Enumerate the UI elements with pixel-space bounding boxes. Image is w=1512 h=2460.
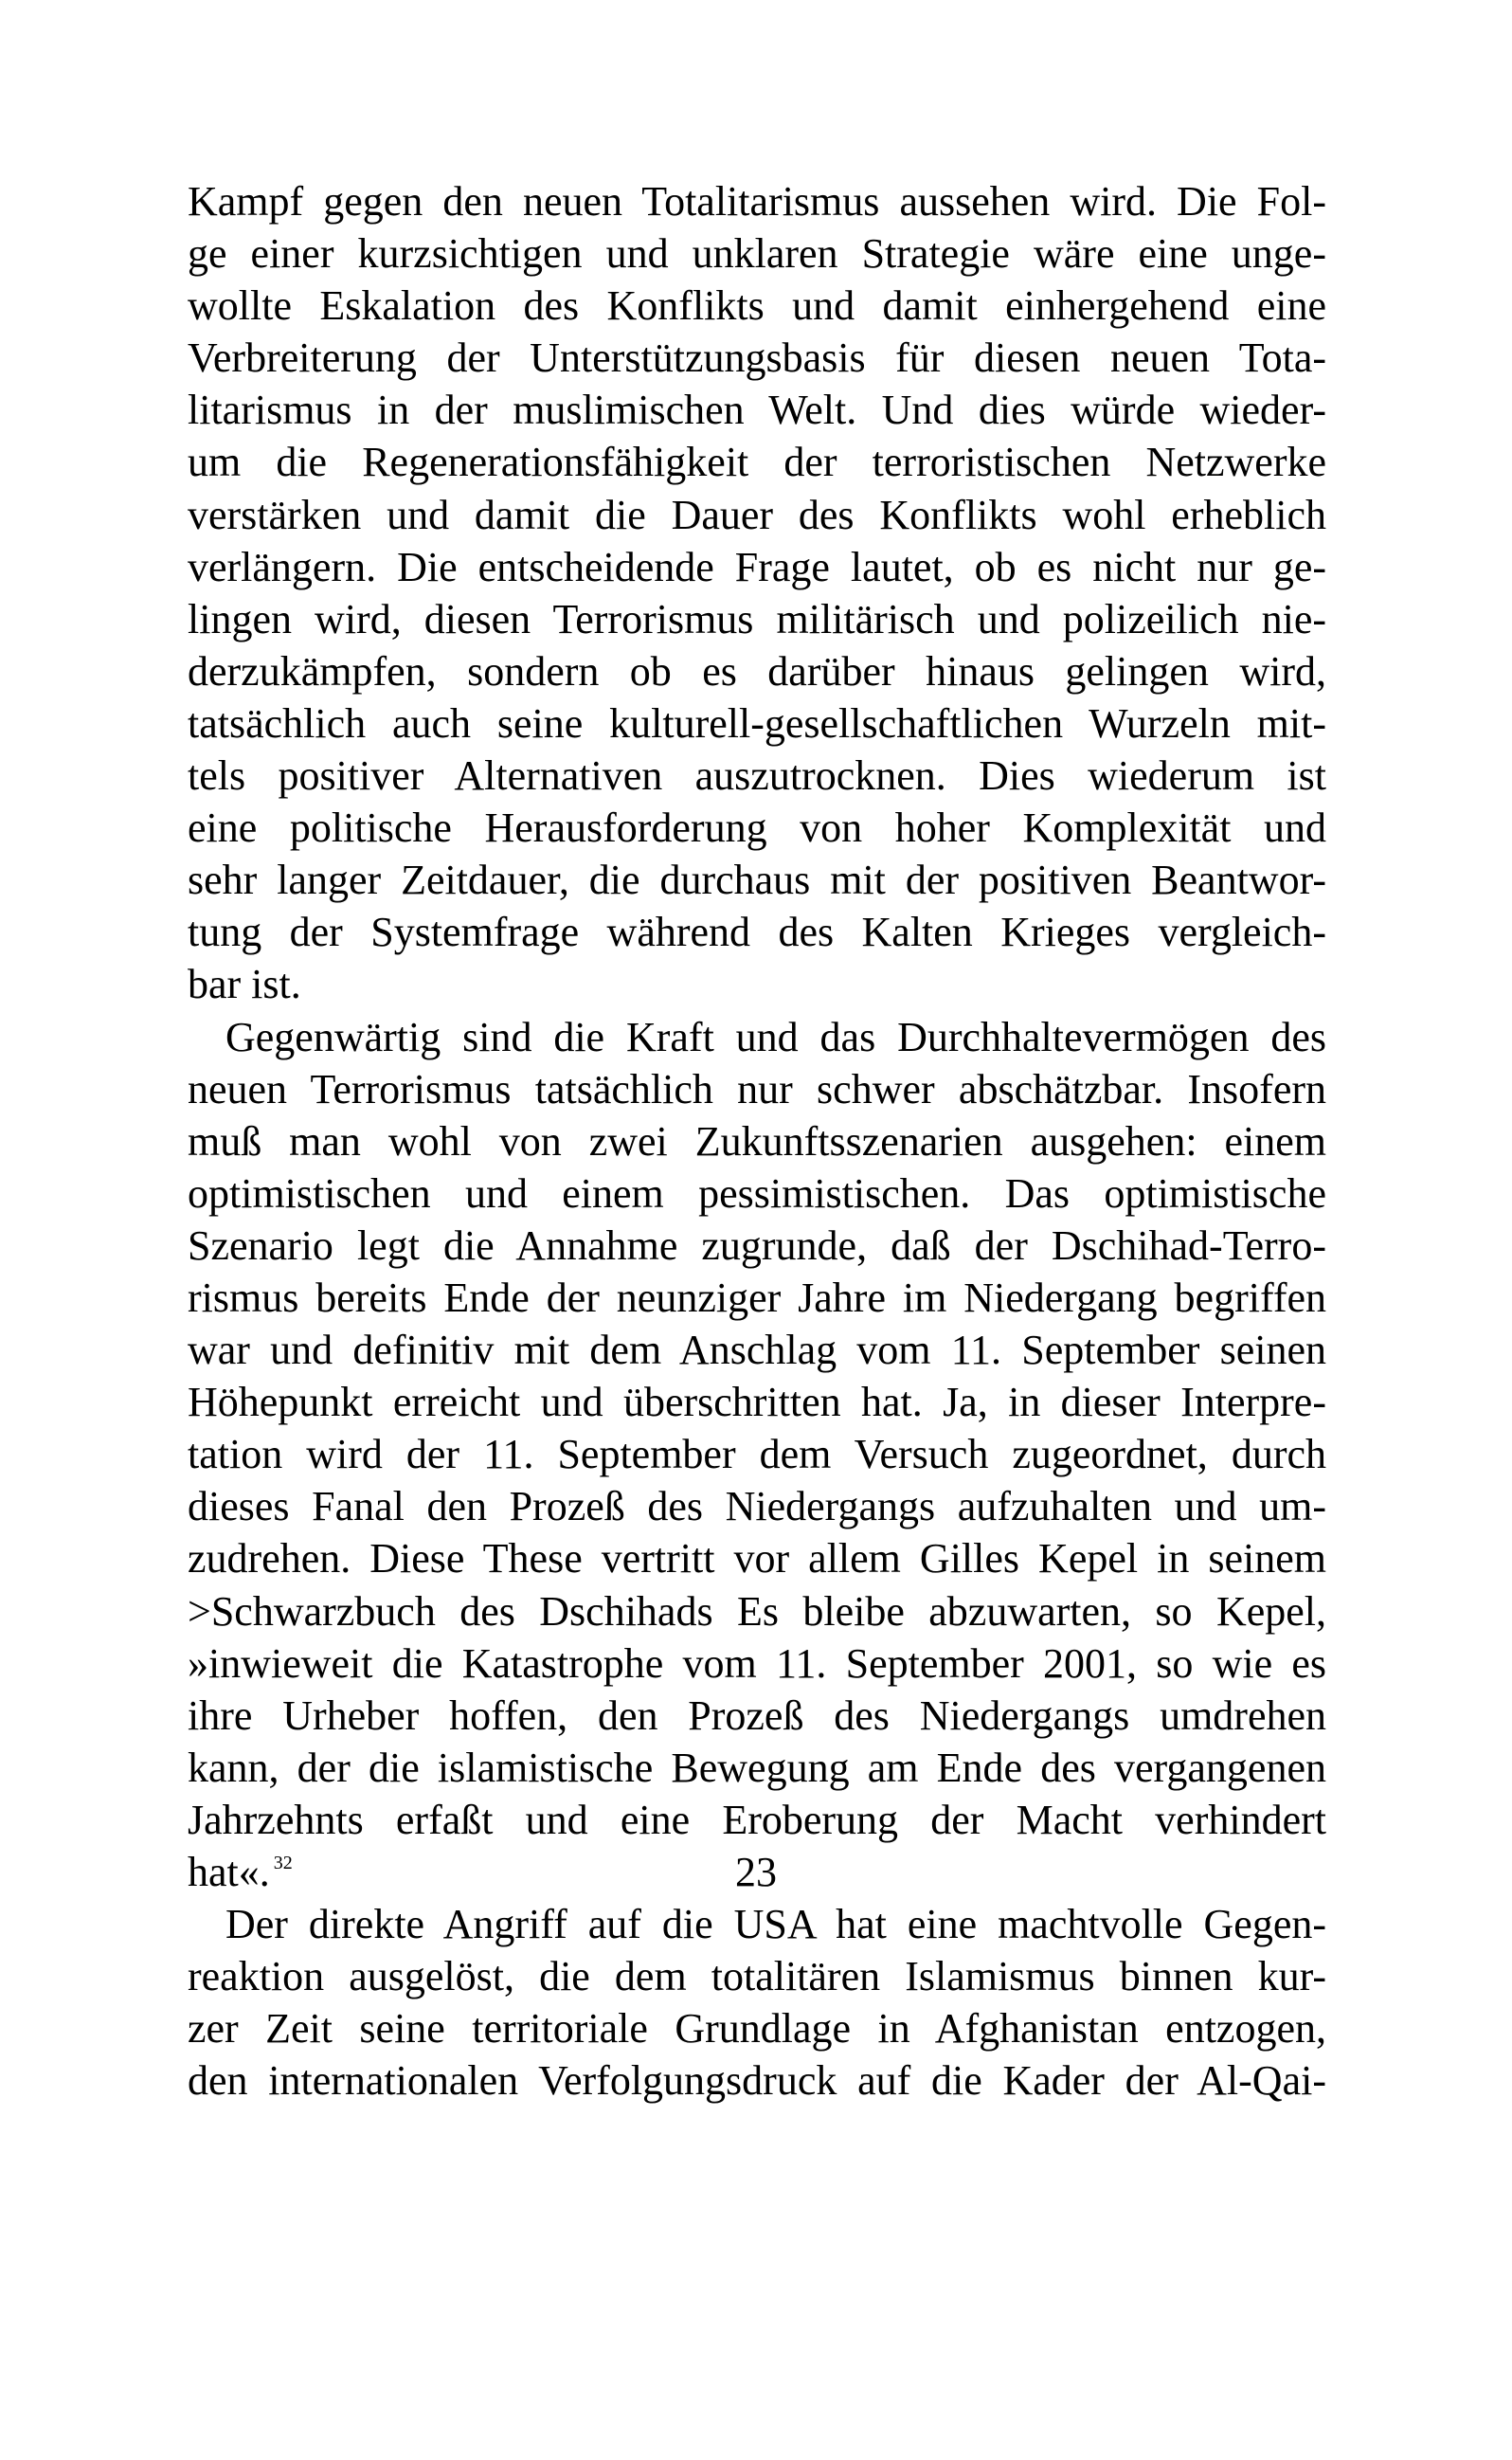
text-line: derzukämpfen, sondern ob es darüber hinaus gelingen wird,: [188, 647, 1326, 695]
paragraph-1: [188, 175, 1326, 1011]
text-line: tels positiver Alternativen auszutrocknen. Dies wiederum ist: [188, 752, 1326, 800]
text-line: zudrehen. Diese These vertritt vor allem Gilles Kepel in seinem: [188, 1535, 1326, 1583]
page-number: 23: [735, 1849, 777, 1895]
text-line: tatsächlich auch seine kulturell-gesellschaftlichen Wurzeln mit-: [188, 699, 1326, 747]
text-line: wollte Eskalation des Konflikts und damit einhergehend eine: [188, 282, 1326, 330]
text-line: ihre Urheber hoffen, den Prozeß des Niedergangs umdrehen: [188, 1691, 1326, 1739]
text-line: optimistischen und einem pessimistischen. Das optimistische: [188, 1169, 1326, 1217]
paragraph-3: [188, 1898, 1326, 2107]
text-line: dieses Fanal den Prozeß des Niedergangs aufzuhalten und um-: [188, 1483, 1326, 1530]
text-line: rismus bereits Ende der neunziger Jahre im Niedergang begriffen: [188, 1274, 1326, 1321]
text-line: verstärken und damit die Dauer des Konflikts wohl erheblich: [188, 491, 1326, 538]
text-line: >Schwarzbuch des Dschihads Es bleibe abzuwarten, so Kepel,: [188, 1587, 1326, 1635]
text-line: litarismus in der muslimischen Welt. Und dies würde wieder-: [188, 387, 1326, 434]
text-line: neuen Terrorismus tatsächlich nur schwer abschätzbar. Insofern: [188, 1065, 1326, 1112]
text-line: bar ist.: [188, 961, 301, 1008]
text-line: um die Regenerationsfähigkeit der terroristischen Netzwerke: [188, 439, 1326, 486]
text-line: »inwieweit die Katastrophe vom 11. September 2001, so wie es: [188, 1639, 1326, 1687]
text-line: sehr langer Zeitdauer, die durchaus mit der positiven Beantwor-: [188, 857, 1326, 904]
text-line: reaktion ausgelöst, die dem totalitären Islamismus binnen kur-: [188, 1953, 1326, 2000]
text-line: tung der Systemfrage während des Kalten Krieges vergleich-: [188, 909, 1326, 956]
text-line: tation wird der 11. September dem Versuch zugeordnet, durch: [188, 1431, 1326, 1478]
text-line: Szenario legt die Annahme zugrunde, daß der Dschihad-Terro-: [188, 1221, 1326, 1269]
text-line: Jahrzehnts erfaßt und eine Eroberung der Macht verhindert: [188, 1796, 1326, 1843]
text-line: Gegenwärtig sind die Kraft und das Durchhaltevermögen des: [225, 1013, 1326, 1060]
text-line: ge einer kurzsichtigen und unklaren Strategie wäre eine unge-: [188, 230, 1326, 278]
text-line: lingen wird, diesen Terrorismus militärisch und polizeilich nie-: [188, 595, 1326, 642]
text-line: den internationalen Verfolgungsdruck auf die Kader der Al-Qai-: [188, 2057, 1326, 2105]
footnote-marker[interactable]: 32: [273, 1853, 293, 1873]
paragraph-2: [188, 1011, 1326, 1899]
body-text: [188, 175, 1326, 2107]
text-line: eine politische Herausforderung von hoher Komplexität und: [188, 805, 1326, 852]
text-line: zer Zeit seine territoriale Grundlage in Afghanistan entzogen,: [188, 2005, 1326, 2053]
text-line: verlängern. Die entscheidende Frage lautet, ob es nicht nur ge-: [188, 543, 1326, 590]
text-line: Kampf gegen den neuen Totalitarismus aussehen wird. Die Fol-: [188, 178, 1326, 225]
text-line: war und definitiv mit dem Anschlag vom 11. September seinen: [188, 1327, 1326, 1374]
text-line: Der direkte Angriff auf die USA hat eine machtvolle Gegen-: [225, 1901, 1326, 1948]
text-line: kann, der die islamistische Bewegung am Ende des vergangenen: [188, 1744, 1326, 1791]
text-line-end: hat«.: [188, 1849, 270, 1895]
text-line: Verbreiterung der Unterstützungsbasis für diesen neuen Tota-: [188, 335, 1326, 382]
text-line: muß man wohl von zwei Zukunftsszenarien ausgehen: einem: [188, 1117, 1326, 1165]
text-line: Höhepunkt erreicht und überschritten hat. Ja, in dieser Interpre-: [188, 1379, 1326, 1426]
